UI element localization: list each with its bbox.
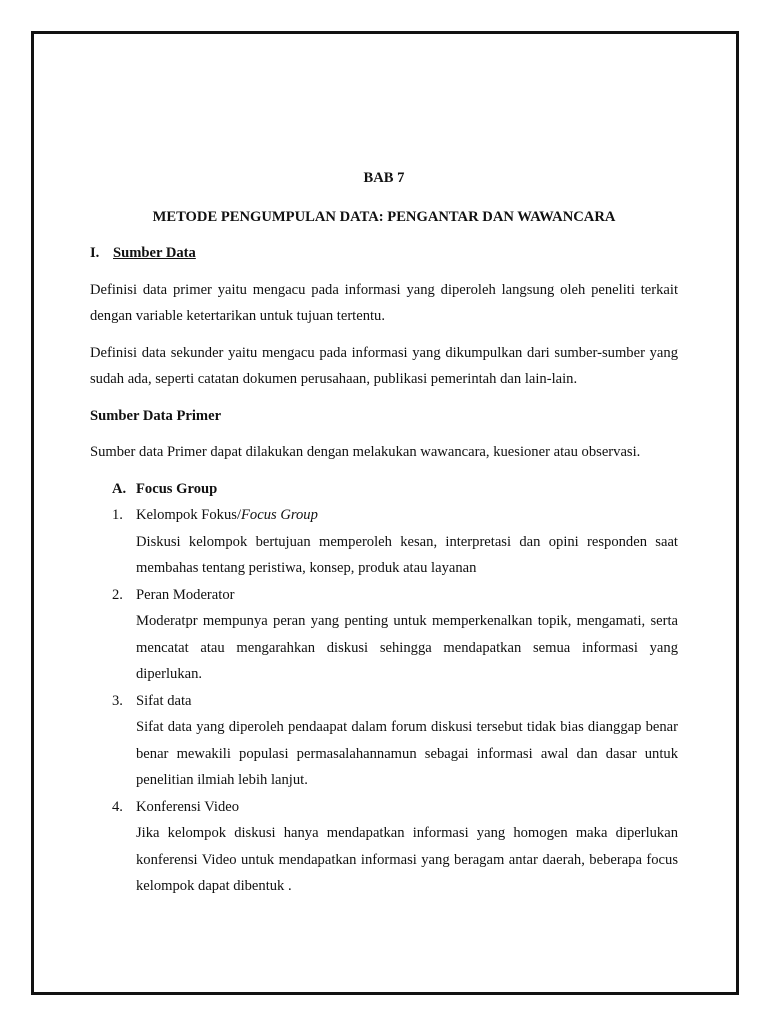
subsection-heading: Sumber Data Primer [90, 407, 222, 424]
section-heading [90, 240, 678, 267]
list-item-number: 4. [112, 798, 123, 815]
list-item [90, 688, 678, 794]
paragraph-primary-definition: Definisi data primer yaitu mengacu pada informasi yang diperoleh langsung oleh peneliti terkait dengan variable ketertarikan untuk tujuan tertentu. [90, 281, 678, 324]
list-item-title: Peran Moderator [136, 586, 235, 603]
list-item-title-plain: Kelompok Fokus/ [136, 507, 241, 523]
list-item-description: Diskusi kelompok bertujuan memperoleh kesan, interpretasi dan opini responden saat membahas tentang peristiwa, konsep, produk atau layanan [136, 533, 678, 576]
subsection-intro: Sumber data Primer dapat dilakukan dengan melakukan wawancara, kuesioner atau observasi. [90, 444, 641, 460]
paragraph-secondary-definition: Definisi data sekunder yaitu mengacu pada informasi yang dikumpulkan dari sumber-sumber yang sudah ada, seperti catatan dokumen perusahaan, publikasi pemerintah dan lain-lain. [90, 344, 678, 387]
list-item-description: Sifat data yang diperoleh pendaapat dalam forum diskusi tersebut tidak bias dianggap benar benar mewakili populasi permasalahannamun sebagai informasi awal dan dasar untuk penelitian ilmiah lebih lanjut. [136, 719, 678, 788]
list-item [90, 794, 678, 900]
group-title: Focus Group [136, 480, 218, 497]
list-item-description: Jika kelompok diskusi hanya mendapatkan informasi yang homogen maka diperlukan konferensi Video untuk mendapatkan informasi yang beragam antar daerah, beberapa focus kelompok dapat dibentuk . [136, 825, 678, 894]
document-title: METODE PENGUMPULAN DATA: PENGANTAR DAN WAWANCARA [152, 208, 616, 225]
group-heading [112, 476, 678, 503]
numbered-list [90, 502, 678, 900]
list-item-title: Konferensi Video [136, 798, 240, 815]
section-numeral: I. [90, 245, 100, 261]
list-item-title-italic: Focus Group [241, 507, 318, 523]
list-item-number: 2. [112, 586, 123, 603]
list-item-title [136, 502, 678, 529]
list-item [90, 582, 678, 688]
section-title: Sumber Data [113, 245, 196, 261]
list-item [90, 502, 678, 582]
list-item-description: Moderatpr mempunya peran yang penting untuk memperkenalkan topik, mengamati, serta mencatat atau mengarahkan diskusi sehingga mendapatkan semua informasi yang diperlukan. [136, 613, 678, 682]
chapter-heading: BAB 7 [363, 170, 405, 186]
list-item-number: 1. [112, 507, 123, 523]
list-item-title: Sifat data [136, 692, 192, 709]
group-letter: A. [112, 480, 127, 497]
list-item-number: 3. [112, 692, 123, 709]
document-body [90, 165, 678, 900]
